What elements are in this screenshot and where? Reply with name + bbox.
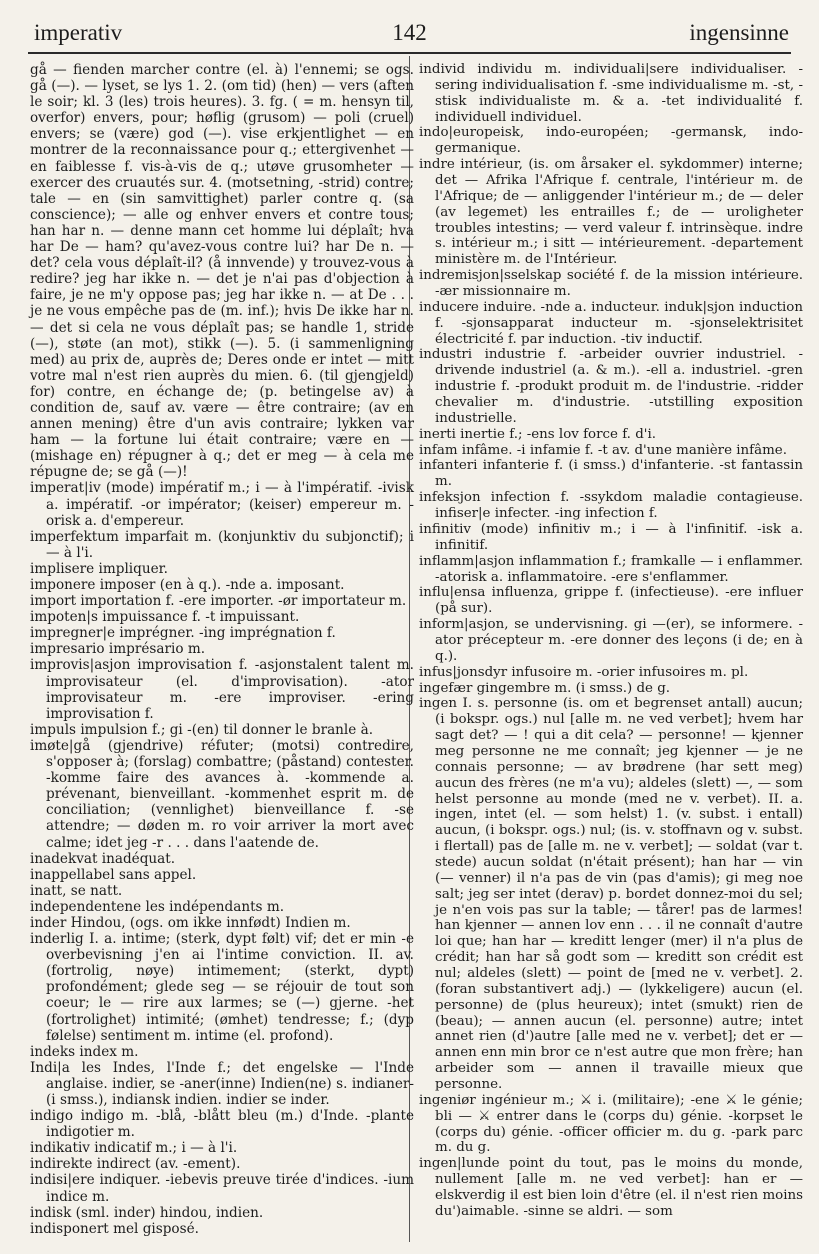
- dictionary-entry: indigo indigo m. -blå, -blått bleu (m.) d'Inde. -plante indigotier m.: [30, 1108, 414, 1141]
- dictionary-entry: inderlig I. a. intime; (sterk, dypt følt) vif; det er min -e overbevisning j'en ai l'intime conviction. II. av. (fortrolig, nøye) intimement; (sterkt, dypt) profondément; glede seg — se réjouir de tout son coeur; le — rire aux larmes; se (—) gjerne. -het (fortrolighet) intimité; (ømhet) tendresse; f.; (dyp følelse) sentiment m. intime (el. profond).: [30, 931, 414, 1044]
- header-right-guideword: ingensinne: [689, 20, 789, 45]
- dictionary-entry: inflamm|asjon inflammation f.; framkalle — i enflammer. -atorisk a. inflammatoire. -ere s'enflammer.: [419, 553, 803, 585]
- dictionary-entry: individ individu m. individuali|sere individualiser. -sering individualisation f. -sme individualisme m. -st, -stisk individualiste m. & a. -tet individualité f. individuell individuel.: [419, 62, 803, 125]
- dictionary-entry: indikativ indicatif m.; i — à l'i.: [30, 1140, 238, 1157]
- left-column: [30, 62, 414, 1237]
- dictionary-entry: inappellabel sans appel.: [30, 866, 197, 883]
- dictionary-entry: imponere imposer (en à q.). -nde a. imposant.: [30, 577, 345, 593]
- dictionary-entry: inerti inertie f.; -ens lov force f. d'i.: [419, 426, 656, 442]
- dictionary-entry: impresario imprésario m.: [30, 641, 206, 658]
- dictionary-entry: ingen I. s. personne (is. om et begrenset antall) aucun; (i bokspr. ogs.) nul [alle m. ne ved verbet]; hvem har sagt det? — ! qui a dit cela? — personne! — kjenner meg personne ne me connaît; jeg kjenner — je ne connais personne; — av brødrene (har sett meg) aucun des frères (ne m'a vu); aldeles (slett) —, — som helst personne au monde (med ne v. verbet). II. a. ingen, intet (el. — som helst) 1. (v. subst. i entall) aucun, (i bokspr. ogs.) nul; (is. v. stoffnavn og v. subst. i flertall) pas de [alle m. ne v. verbet]; — soldat (var t. stede) aucun soldat (n'était présent); han har — vin (— venner) il n'a pas de vin (pas d'amis); gi meg noe salt; jeg ser intet (derav) p. bordet donnez-moi du sel; je n'en vois pas sur la table; — tårer! pas de larmes! han kjenner — annen lov enn . . . il ne connaît d'autre loi que; han har — kreditt lenger (mer) il n'a plus de crédit; han har så godt som — kreditt son crédit est nul; aldeles (slett) — point de [med ne v. verbet]. 2. (foran substantivert adj.) — (lykkeligere) aucun (el. personne) de (plus heureux); intet (smukt) rien de (beau); — annen aucun (el. personne) autre; intet annet rien (d')autre [alle med ne v. verbet]; det er — annen enn min bror ce n'est autre que mon frère; han arbeider som — annen il travaille mieux que personne.: [419, 696, 803, 1092]
- dictionary-entry: imperfektum imparfait m. (konjunktiv du subjonctif); i — à l'i.: [30, 528, 414, 561]
- dictionary-entry: inatt, se natt.: [30, 882, 123, 899]
- dictionary-entry: import importation f. -ere importer. -ør importateur m.: [30, 593, 407, 610]
- dictionary-entry: imperat|iv (mode) impératif m.; i — à l'impératif. -ivisk a. impératif. -or impérator; (keiser) empereur m. -orisk a. d'empereur.: [30, 480, 414, 529]
- dictionary-entry: impregner|e imprégner. -ing imprégnation f.: [30, 625, 336, 642]
- dictionary-entry: independentene les indépendants m.: [30, 898, 285, 915]
- dictionary-entry: inform|asjon, se undervisning. gi —(er), se informere. -ator précepteur m. -ere donner des leçons (i de; en à q.).: [419, 617, 803, 664]
- dictionary-entry: indisponert mel gisposé.: [30, 1220, 199, 1237]
- dictionary-entry: ingen|lunde point du tout, pas le moins du monde, nullement [alle m. ne ved verbet]: han er — elskverdig il est bien loin d'être (el. il n'est rien moins du')aimable. -sinne se aldri. — som: [419, 1156, 803, 1219]
- dictionary-entry: indisi|ere indiquer. -iebevis preuve tirée d'indices. -ium indice m.: [30, 1172, 414, 1205]
- dictionary-entry: imøte|gå (gjendrive) réfuter; (motsi) contredire, s'opposer à; (forslag) combattre; (påstand) contester. -komme faire des avances à. -kommende a. prévenant, bienveillant. -kommenhet esprit m. de conciliation; (vennlighet) bienveillance f. -se attendre; — døden m. ro voir arriver la mort avec calme; idet jeg -r . . . dans l'aatende de.: [30, 737, 414, 851]
- header-left-guideword: imperativ: [34, 20, 123, 45]
- dictionary-entry: infus|jonsdyr infusoire m. -orier infusoires m. pl.: [419, 664, 749, 680]
- dictionary-entry: gå — fienden marcher contre (el. à) l'ennemi; se ogs. gå (—). — lyset, se lys 1. 2. (om tid) (hen) — vers (aften le soir; kl. 3 (les) trois heures). 3. fg. ( = m. hensyn til, overfor) envers, pour; høflig (grusom) — poli (cruel) envers; se (være) god (—). vise erkjentlighet — en montrer de la reconnaissance pour q.; ettergivenhet — en faiblesse f. vis-à-vis de q.; utøve grusomheter — exercer des cruautés sur. 4. (motsetning, -strid) contre; tale — en (sin samvittighet) parler contre q. (sa conscience); — alle og enhver envers et contre tous; han har n. — denne mann cet homme lui déplaît; hva har De — ham? qu'avez-vous contre lui? har De n. — det? cela vous déplaît-il? (å innvende) y trouvez-vous à redire? jeg har ikke n. — det je n'ai pas d'objection à faire, je ne m'y oppose pas; jeg har ikke n. — at De . . . je ne vous empêche pas de (m. inf.); hvis De ikke har n. — det si cela ne vous déplaît pas; se handle 1, stride (—), støte (an mot), stikk (—). 5. (i sammenligning med) au prix de, auprès de; Deres onde er intet — mitt votre mal n'est rien auprès du mien. 6. (til gjengjeld) for) contre, en échange de; (p. betingelse av) à condition de, sauf av. være — être contraire; (av en annen mening) être d'un avis contraire; lykken var ham — la fortune lui était contraire; være en — (mishage en) répugner à q.; det er meg — à cela me répugne de; se gå (—)!: [30, 62, 414, 481]
- dictionary-entry: implisere impliquer.: [30, 560, 168, 577]
- dictionary-entry: impoten|s impuissance f. -t impuissant.: [30, 609, 300, 626]
- dictionary-entry: infam infâme. -i infamie f. -t av. d'une manière infâme.: [419, 442, 787, 458]
- dictionary-entry: infeksjon infection f. -ssykdom maladie contagieuse. infiser|e infecter. -ing infection f.: [419, 490, 803, 522]
- dictionary-entry: inadekvat inadéquat.: [30, 850, 176, 867]
- dictionary-entry: indeks index m.: [30, 1043, 139, 1060]
- dictionary-entry: indisk (sml. inder) hindou, indien.: [30, 1204, 264, 1221]
- dictionary-entry: infinitiv (mode) infinitiv m.; i — à l'infinitif. -isk a. infinitif.: [419, 521, 803, 553]
- page-header: [28, 18, 791, 54]
- dictionary-entry: ingefær gingembre m. (i smss.) de g.: [419, 680, 671, 696]
- dictionary-entry: Indi|a les Indes, l'Inde f.; det engelske — l'Inde anglaise. indier, se -aner(inne) Indien(ne) s. indianer- (i smss.), indiansk indien. indier se inder.: [30, 1059, 414, 1108]
- dictionary-entry: ingeniør ingénieur m.; ⚔ i. (militaire); -ene ⚔ le génie; bli — ⚔ entrer dans le (corps du) génie. -korpset le (corps du) génie. -officer officier m. du g. -park parc m. du g.: [419, 1092, 803, 1156]
- dictionary-entry: indremisjon|sselskap société f. de la mission intérieure. -ær missionnaire m.: [419, 268, 803, 300]
- dictionary-entry: indre intérieur, (is. om årsaker el. sykdommer) interne; det — Afrika l'Afrique f. centrale, l'intérieur m. de l'Afrique; de — anliggender l'intérieur m.; de — deler (av legemet) les entrailles f.; de — uroligheter troubles intestins; — verd valeur f. intrinsèque. indre s. intérieur m.; i sitt — intérieurement. -departement ministère m. de l'Intérieur.: [419, 157, 803, 268]
- dictionary-entry: industri industrie f. -arbeider ouvrier industriel. -drivende industriel (a. & m.). -ell a. industriel. -gren industrie f. -produkt produit m. de l'industrie. -ridder chevalier m. d'industrie. -utstilling exposition industrielle.: [419, 347, 803, 426]
- right-column: [419, 62, 803, 1220]
- dictionary-entry: improvis|asjon improvisation f. -asjonstalent talent m. improvisateur (el. d'improvisation). -ator improvisateur m. -ere improviser. -ering improvisation f.: [30, 657, 414, 722]
- dictionary-entry: impuls impulsion f.; gi -(en) til donner le branle à.: [30, 721, 374, 738]
- dictionary-entry: indirekte indirect (av. -ement).: [30, 1156, 241, 1173]
- dictionary-entry: inder Hindou, (ogs. om ikke innfødt) Indien m.: [30, 914, 351, 931]
- dictionary-entry: inducere induire. -nde a. inducteur. induk|sjon induction f. -sjonsapparat inducteur m. -sjonselektrisitet électricité f. par induction. -tiv inductif.: [419, 299, 803, 347]
- page-number: 142: [392, 20, 427, 45]
- dictionary-entry: indo|europeisk, indo-européen; -germansk, indo-germanique.: [419, 125, 803, 157]
- dictionary-entry: infanteri infanterie f. (i smss.) d'infanterie. -st fantassin m.: [419, 458, 803, 490]
- dictionary-entry: influ|ensa influenza, grippe f. (infectieuse). -ere influer (på sur).: [419, 585, 803, 617]
